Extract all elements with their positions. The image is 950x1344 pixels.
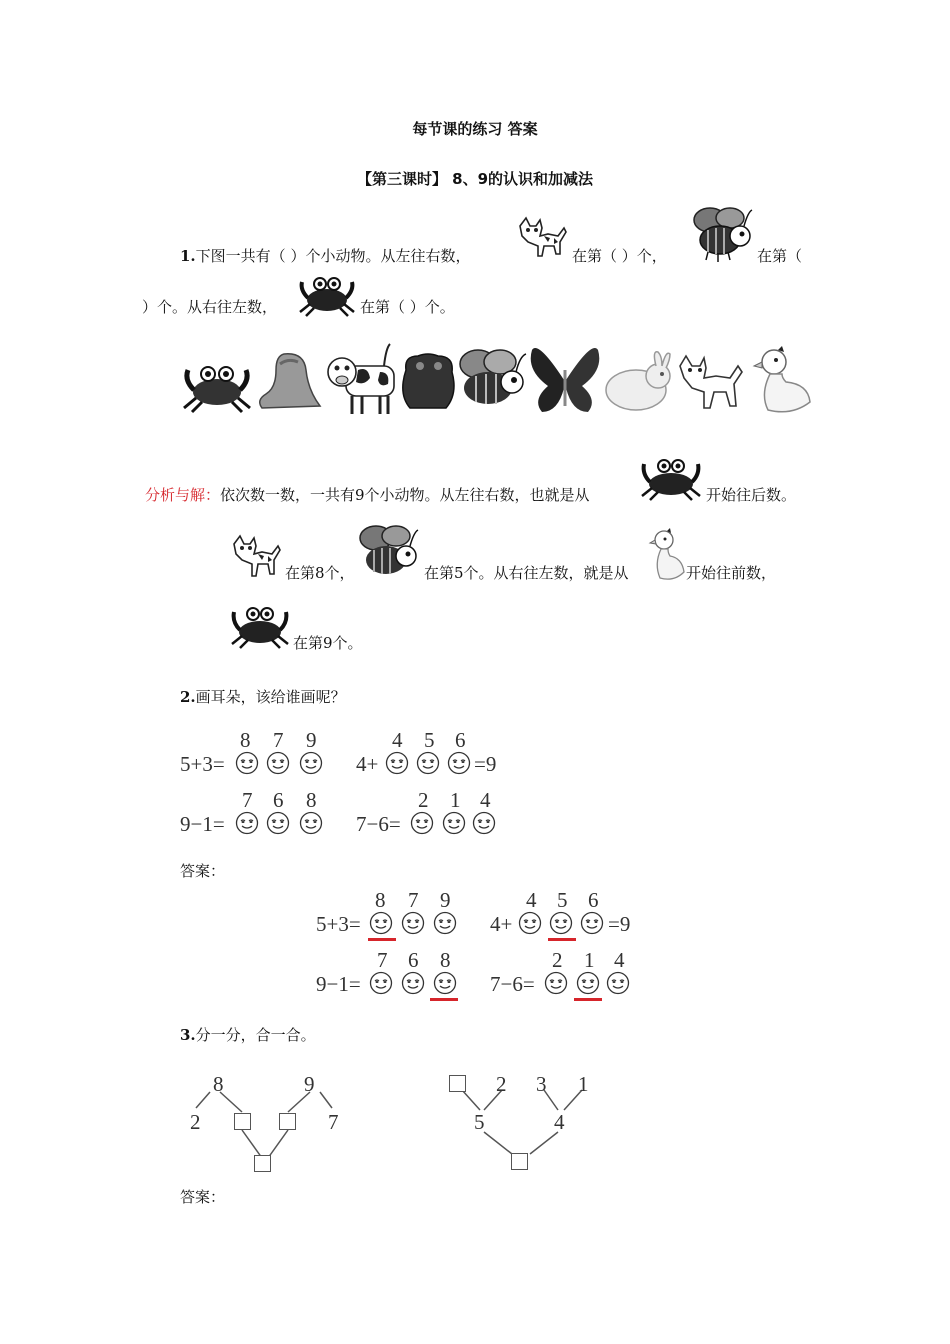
analysis-text-2: 开始往后数。	[706, 486, 797, 504]
question-1-line-1	[180, 245, 470, 267]
analysis-text-4: 在第5个。从右往左数，就是从	[424, 564, 629, 582]
page-title: 每节课的练习 答案	[412, 120, 538, 138]
crab-icon	[180, 358, 254, 414]
smiley-face-icon	[385, 751, 409, 775]
ans-eq2-num: 4	[526, 888, 537, 912]
eq4-left: 7−6=	[356, 812, 401, 836]
q1-text-line2a: ）个。从右往左数，	[142, 298, 278, 316]
smiley-face-icon	[544, 971, 568, 995]
cat-icon	[514, 214, 568, 260]
eq3-left: 9−1=	[180, 812, 225, 836]
eq4-num: 4	[480, 788, 491, 812]
eq1-num: 9	[306, 728, 317, 752]
animal-row	[180, 340, 840, 430]
tree2-c: 1	[578, 1072, 589, 1096]
cat-icon	[228, 532, 282, 580]
eq1-num: 8	[240, 728, 251, 752]
eq3-num: 7	[242, 788, 253, 812]
eq1-left: 5+3=	[180, 752, 225, 776]
eq3-num: 6	[273, 788, 284, 812]
duck-icon	[650, 528, 686, 584]
tree1-top-left: 8	[213, 1072, 224, 1096]
question-number: 3.	[180, 1026, 196, 1044]
question-2	[180, 686, 346, 708]
question-3	[180, 1024, 316, 1046]
answer-box[interactable]	[449, 1075, 466, 1092]
q1-text-b: 在第（ ）个，	[572, 247, 667, 265]
eq4-num: 1	[450, 788, 461, 812]
answer-box[interactable]	[511, 1153, 528, 1170]
ans-eq1-num: 8	[375, 888, 386, 912]
answer-underline	[430, 998, 458, 1001]
tree1-left: 2	[190, 1110, 201, 1134]
smiley-face-icon	[299, 751, 323, 775]
answer-underline	[548, 938, 576, 941]
tree2-b: 3	[536, 1072, 547, 1096]
ans-eq2-right: =9	[608, 912, 631, 936]
ans-eq3-num: 6	[408, 948, 419, 972]
butterfly-icon	[528, 340, 602, 418]
q2-answer-label: 答案：	[180, 862, 226, 880]
smiley-face-icon	[369, 911, 393, 935]
ans-eq1-num: 9	[440, 888, 451, 912]
cow-icon	[324, 342, 400, 420]
cat-icon	[674, 348, 748, 416]
ans-eq2-left: 4+	[490, 912, 513, 936]
answer-underline	[574, 998, 602, 1001]
analysis-text-3: 在第8个，	[285, 564, 355, 582]
smiley-face-icon	[549, 911, 573, 935]
ans-eq4-num: 1	[584, 948, 595, 972]
ans-eq4-num: 4	[614, 948, 625, 972]
eq2-num: 6	[455, 728, 466, 752]
answer-box[interactable]	[234, 1113, 251, 1130]
analysis-label: 分析与解：	[145, 486, 221, 504]
ans-eq1-left: 5+3=	[316, 912, 361, 936]
tree2-a: 2	[496, 1072, 507, 1096]
answer-box[interactable]	[279, 1113, 296, 1130]
eq2-num: 4	[392, 728, 403, 752]
question-number: 2.	[180, 688, 196, 706]
smiley-face-icon	[401, 911, 425, 935]
ans-eq3-num: 7	[377, 948, 388, 972]
ans-eq2-num: 6	[588, 888, 599, 912]
q1-text-line2b: 在第（ ）个。	[360, 298, 455, 316]
q3-answer-label: 答案：	[180, 1188, 226, 1206]
tree1-right: 7	[328, 1110, 339, 1134]
analysis-line-1	[145, 484, 590, 506]
bee-icon	[690, 204, 756, 264]
q1-text-c: 在第（	[757, 247, 803, 265]
ans-eq2-num: 5	[557, 888, 568, 912]
analysis-text-6: 在第9个。	[293, 634, 363, 652]
eq2-left: 4+	[356, 752, 379, 776]
smiley-face-icon	[235, 751, 259, 775]
seal-icon	[254, 350, 324, 414]
rabbit-icon	[600, 350, 676, 414]
analysis-text-1: 依次数一数，一共有9个小动物。从左往右数，也就是从	[220, 486, 590, 504]
eq3-num: 8	[306, 788, 317, 812]
question-number: 1.	[180, 247, 196, 265]
smiley-face-icon	[266, 811, 290, 835]
q1-text-a: 下图一共有（ ）个小动物。从左往右数，	[195, 247, 471, 265]
smiley-face-icon	[433, 911, 457, 935]
q2-text: 画耳朵，该给谁画呢？	[195, 688, 346, 706]
ans-eq4-left: 7−6=	[490, 972, 535, 996]
smiley-face-icon	[606, 971, 630, 995]
eq2-num: 5	[424, 728, 435, 752]
smiley-face-icon	[472, 811, 496, 835]
tree2-mid-right: 4	[554, 1110, 565, 1134]
smiley-face-icon	[442, 811, 466, 835]
q3-text: 分一分，合一合。	[195, 1026, 316, 1044]
ans-eq1-num: 7	[408, 888, 419, 912]
bee-icon	[456, 346, 530, 416]
tree1-top-right: 9	[304, 1072, 315, 1096]
smiley-face-icon	[299, 811, 323, 835]
ans-eq4-num: 2	[552, 948, 563, 972]
lesson-subtitle: 【第三课时】 8、9的认识和加减法	[356, 170, 594, 188]
smiley-face-icon	[410, 811, 434, 835]
answer-box[interactable]	[254, 1155, 271, 1172]
smiley-face-icon	[518, 911, 542, 935]
smiley-face-icon	[433, 971, 457, 995]
eq1-num: 7	[273, 728, 284, 752]
bee-icon	[356, 522, 422, 582]
crab-icon	[296, 272, 358, 318]
ans-eq3-left: 9−1=	[316, 972, 361, 996]
smiley-face-icon	[369, 971, 393, 995]
smiley-face-icon	[416, 751, 440, 775]
smiley-face-icon	[576, 971, 600, 995]
eq2-right: =9	[474, 752, 497, 776]
ans-eq3-num: 8	[440, 948, 451, 972]
smiley-face-icon	[401, 971, 425, 995]
tree2-mid-left: 5	[474, 1110, 485, 1134]
duck-icon	[752, 344, 814, 418]
eq4-num: 2	[418, 788, 429, 812]
smiley-face-icon	[580, 911, 604, 935]
frog-icon	[398, 350, 458, 416]
crab-icon	[638, 454, 704, 500]
analysis-text-5: 开始往前数，	[686, 564, 777, 582]
smiley-face-icon	[447, 751, 471, 775]
smiley-face-icon	[266, 751, 290, 775]
answer-underline	[368, 938, 396, 941]
smiley-face-icon	[235, 811, 259, 835]
crab-icon	[228, 602, 292, 648]
